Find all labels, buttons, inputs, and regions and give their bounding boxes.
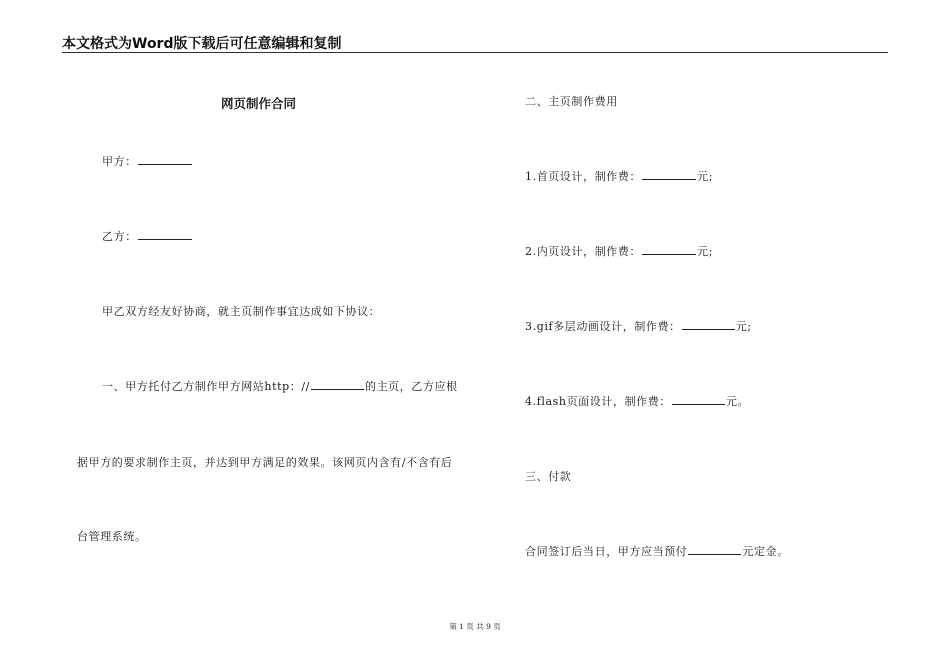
fee-item-1-unit: 元; [697,170,714,183]
deposit-blank [688,543,741,555]
fee-item-2-unit: 元; [697,245,714,258]
fee-item-4 [525,393,749,409]
website-url-blank [311,378,364,390]
clause1-line2: 据甲方的要求制作主页，并达到甲方满足的效果。该网页内含有/不含有后 [77,456,453,469]
party-b-line [102,228,193,244]
fee-item-3-blank [682,318,735,330]
clause1-line3: 台管理系统。 [77,530,147,543]
payment-label: 合同签订后当日，甲方应当预付 [525,545,688,558]
document-banner: 本文格式为Word版下载后可任意编辑和复制 [62,36,342,52]
intro-paragraph: 甲乙双方经友好协商，就主页制作事宜达成如下协议： [102,305,381,318]
payment-line [525,543,789,559]
fee-item-2 [525,243,713,259]
fee-item-1-label: 1.首页设计，制作费： [525,170,642,183]
section2-heading: 二、主页制作费用 [525,95,618,108]
fee-item-3-unit: 元; [735,320,752,333]
fee-item-1 [525,168,713,184]
clause1-line1 [102,378,458,394]
fee-item-3-label: 3.gif多层动画设计，制作费： [525,320,681,333]
party-a-blank [138,153,192,165]
contract-title: 网页制作合同 [221,96,297,111]
section3-heading: 三、付款 [525,470,572,483]
payment-unit: 元定金。 [742,545,789,558]
clause1-text-b: 的主页，乙方应根 [364,380,458,393]
page-number-footer: 第 1 页 共 9 页 [449,622,501,631]
header-divider [62,52,888,53]
party-a-label: 甲方： [102,155,137,168]
party-b-label: 乙方： [102,230,137,243]
fee-item-3 [525,318,752,334]
fee-item-4-unit: 元。 [725,395,750,408]
fee-item-4-label: 4.flash页面设计，制作费： [525,395,671,408]
fee-item-2-blank [642,243,696,255]
fee-item-1-blank [642,168,696,180]
fee-item-2-label: 2.内页设计，制作费： [525,245,642,258]
clause1-text-a: 一、甲方托付乙方制作甲方网站http：// [102,380,310,393]
party-a-line [102,153,193,169]
party-b-blank [138,228,192,240]
fee-item-4-blank [672,393,725,405]
